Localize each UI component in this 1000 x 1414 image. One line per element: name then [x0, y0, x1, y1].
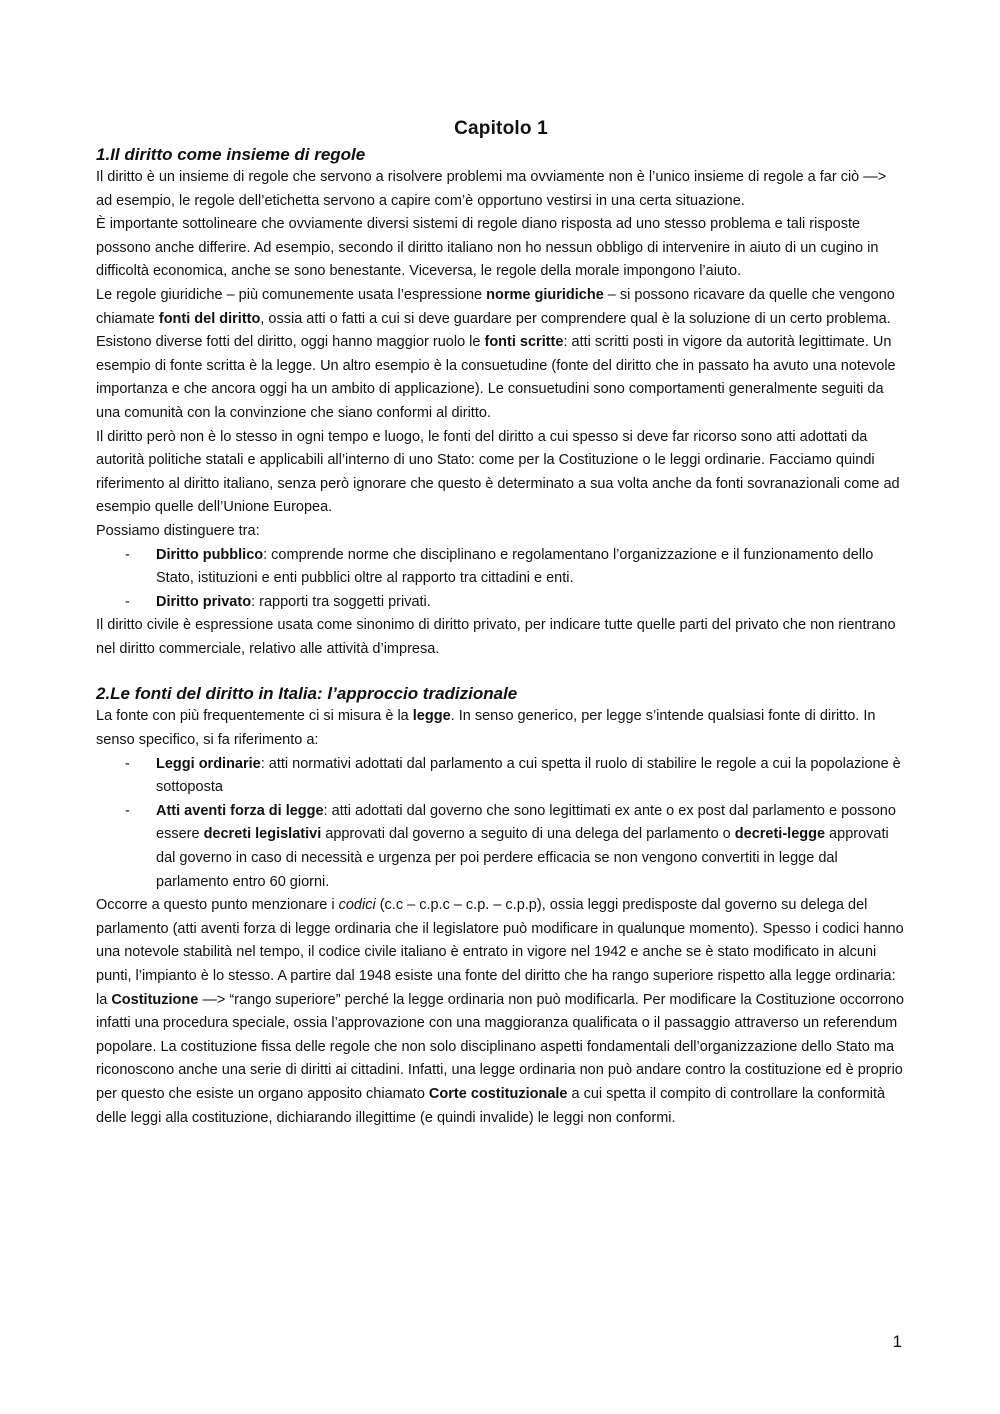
- section-1-heading: 1.Il diritto come insieme di regole: [96, 145, 366, 164]
- text-run: : atti scritti posti in vigore da autorità legittimate. Un esempio di fonte scritta è la legge. Un altro esempio è la consuetudine (fonte del diritto che in passato ha avuto una notevole importanza e che ancora oggi ha un ambito di applicazione). Le consuetudini sono comportamenti generalmente seguiti da una comunità con la convinzione che siano conformi al diritto.: [96, 334, 896, 421]
- document-page: [96, 118, 906, 1130]
- text-run: : atti adottati dal governo che sono legittimati ex ante o ex post dal parlamento e possono essere: [156, 802, 896, 843]
- text-run: approvati dal governo a seguito di una delega del parlamento o: [321, 826, 735, 843]
- chapter-title: Capitolo 1: [454, 118, 548, 139]
- section-2-paragraph-1: [96, 705, 906, 752]
- bold-term: Corte costituzionale: [428, 1085, 568, 1102]
- text-run: – si possono ricavare da quelle che vengono chiamate: [96, 286, 895, 327]
- bold-term: decreti-legge: [734, 826, 826, 843]
- italic-term: codici: [338, 897, 376, 914]
- text-run: : comprende norme che disciplinano e regolamentano l’organizzazione e il funzionamento dello Stato, istituzioni e enti pubblici oltre al rapporto tra cittadini e enti.: [156, 546, 874, 587]
- page-number: 1: [892, 1332, 902, 1351]
- section-1-paragraph-4: Il diritto però non è lo stesso in ogni tempo e luogo, le fonti del diritto a cui spesso si deve far ricorso sono atti adottati da autorità politiche statali e applicabili all’interno di uno Stato: come per la Costituzione o le leggi ordinarie. Facciamo quindi riferimento al diritto italiano, senza però ignorare che questo è determinato a sua volta anche da fonti sovranazionali come ad esempio quelle dell’Unione Europea.: [96, 428, 900, 516]
- text-run: : rapporti tra soggetti privati.: [251, 593, 431, 610]
- text-run: La fonte con più frequentemente ci si misura è la: [96, 708, 413, 725]
- text-run: : atti normativi adottati dal parlamento a cui spetta il ruolo di stabilire le regole a cui la popolazione è sottoposta: [156, 755, 901, 796]
- text-run: , ossia atti o fatti a cui si deve guardare per comprendere qual è la soluzione di un certo problema. Esistono diverse fotti del diritto, oggi hanno maggior ruolo le: [96, 310, 891, 351]
- section-1-paragraph-2: È importante sottolineare che ovviamente diversi sistemi di regole diano risposta ad uno stesso problema e tali risposte possono anche differire. Ad esempio, secondo il diritto italiano non ho nessun obbligo di intervenire in aiuto di un cugino in difficoltà economica, anche se sono benestante. Viceversa, le regole della morale impongono l’aiuto.: [96, 216, 879, 280]
- section-1-paragraph-3: [96, 284, 906, 426]
- text-run: approvati dal governo in caso di necessità e urgenza per poi perdere efficacia se non vengono convertiti in legge dal parlamento entro 60 giorni.: [156, 826, 889, 890]
- section-1-paragraph-6: Il diritto civile è espressione usata come sinonimo di diritto privato, per indicare tutte quelle parti del privato che non rientrano nel diritto commerciale, relativo alle attività d’impresa.: [96, 617, 896, 657]
- list-item: [96, 591, 906, 615]
- section-2-heading: 2.Le fonti del diritto in Italia: l’approccio tradizionale: [96, 684, 518, 704]
- text-run: . In senso generico, per legge s’intende qualsiasi fonte di diritto. In senso specifico, si fa riferimento a:: [96, 708, 876, 749]
- text-run: a cui spetta il compito di controllare la conformità delle leggi alla costituzione, dichiarando illegittime (e quindi invalide) le leggi non conformi.: [96, 1085, 886, 1126]
- bold-term: fonti del diritto: [158, 310, 261, 327]
- bold-term: Atti aventi forza di legge: [156, 802, 324, 819]
- bold-term: decreti legislativi: [203, 826, 322, 843]
- bold-term: Diritto pubblico: [156, 546, 264, 563]
- section-1-list: [96, 544, 906, 615]
- bold-term: norme giuridiche: [486, 286, 604, 303]
- list-dash: -: [125, 546, 130, 563]
- section-1-paragraph-1: Il diritto è un insieme di regole che servono a risolvere problemi ma ovviamente non è l’unico insieme di regole a far ciò —> ad esempio, le regole dell’etichetta servono a capire com’è opportuno vestirsi in una certa situazione.: [96, 169, 887, 209]
- text-run: Occorre a questo punto menzionare i: [96, 897, 339, 914]
- bold-term: Costituzione: [111, 991, 199, 1008]
- text-run: Le regole giuridiche – più comunemente usata l’espressione: [96, 286, 487, 303]
- bold-term: fonti scritte: [484, 334, 564, 351]
- list-dash: -: [125, 802, 130, 819]
- bold-term: legge: [412, 708, 451, 725]
- bold-term: Leggi ordinarie: [156, 755, 261, 772]
- section-2-list: [96, 753, 906, 895]
- list-item: [96, 544, 906, 591]
- section-1-paragraph-5: Possiamo distinguere tra:: [96, 522, 260, 539]
- list-item: [96, 753, 906, 800]
- list-dash: -: [125, 593, 130, 610]
- list-dash: -: [125, 755, 130, 772]
- list-item: [96, 800, 906, 894]
- text-run: —> “rango superiore” perché la legge ordinaria non può modificarla. Per modificare la Costituzione occorrono infatti una procedura speciale, ossia l’approvazione con una maggioranza qualificata o il passaggio attraverso un referendum popolare. La costituzione fissa delle regole che non solo disciplinano aspetti fondamentali dell’organizzazione dello Stato ma riconoscono anche una serie di diritti ai cittadini. Infatti, una legge ordinaria non può andare contro la costituzione ed è proprio per questo che esiste un organo apposito chiamato: [96, 991, 904, 1102]
- section-2-paragraph-2: [96, 894, 906, 1130]
- text-run: (c.c – c.p.c – c.p. – c.p.p), ossia leggi predisposte dal governo su delega del parlamento (atti aventi forza di legge ordinaria che il legislatore può modificare in qualunque momento). Spesso i codici hanno una notevole stabilità nel tempo, il codice civile italiano è entrato in vigore nel 1942 e anche se è stato modificato in alcuni punti, l’impianto è lo stesso. A partire dal 1948 esiste una fonte del diritto che ha rango superiore rispetto alla legge ordinaria: la: [96, 897, 904, 1008]
- bold-term: Diritto privato: [156, 593, 252, 610]
